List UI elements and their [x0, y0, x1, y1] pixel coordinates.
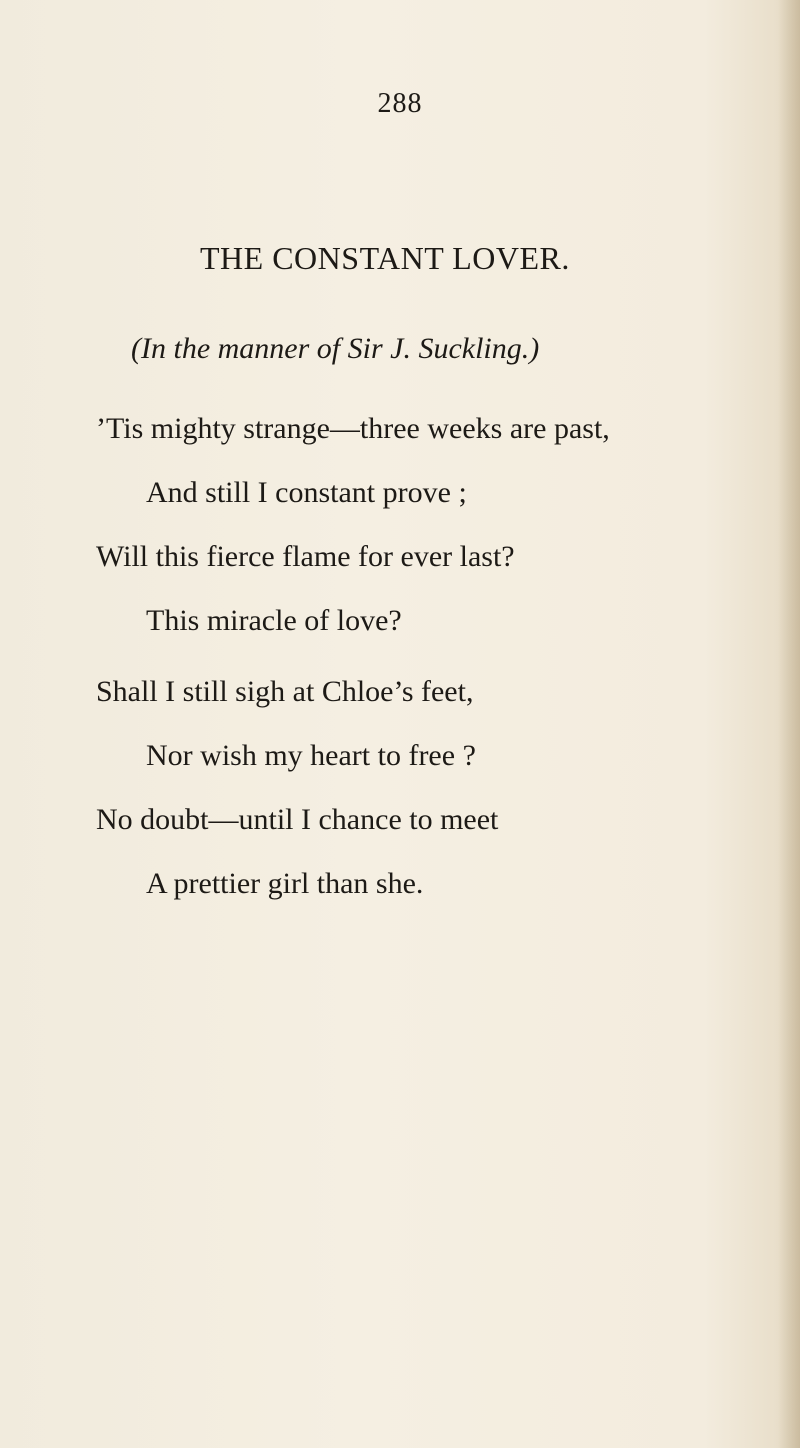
page-edge-shadow: [778, 0, 800, 1448]
poem-title: THE CONSTANT LOVER.: [200, 240, 570, 276]
poem-line: Will this fierce flame for ever last?: [96, 540, 515, 573]
poem-line: This miracle of love?: [146, 604, 402, 637]
poem-line: No doubt—until I chance to meet: [96, 803, 499, 836]
poem-line: A prettier girl than she.: [146, 867, 424, 900]
poem-line: ’Tis mighty strange—three weeks are past,: [96, 412, 610, 445]
page-number: 288: [377, 88, 423, 119]
poem-line: And still I constant prove ;: [146, 476, 467, 509]
poem-line: Shall I still sigh at Chloe’s feet,: [96, 675, 474, 708]
poem-subtitle: (In the manner of Sir J. Suckling.): [131, 332, 540, 365]
poem-line: Nor wish my heart to free ?: [146, 739, 476, 772]
